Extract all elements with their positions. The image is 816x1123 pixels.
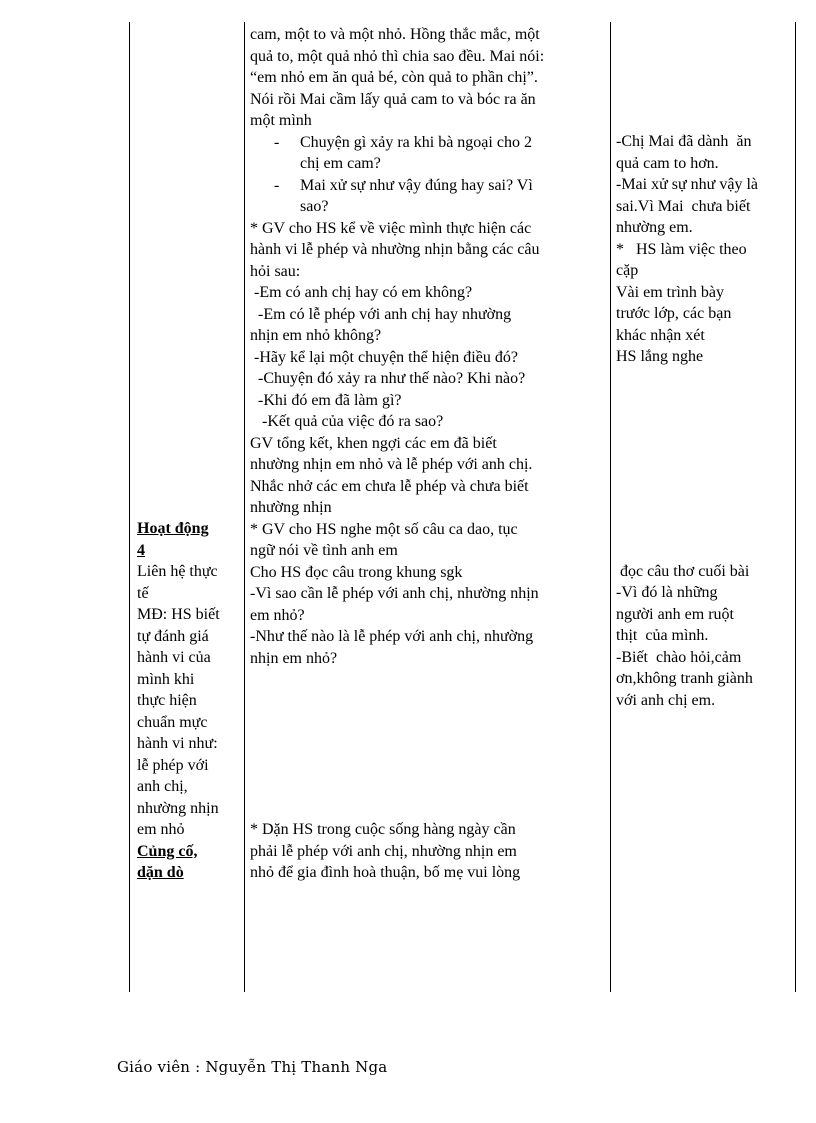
closing-line: nhỏ để gia đình hoà thuận, bố mẹ vui lòng bbox=[250, 864, 521, 881]
closing-heading-line: dặn dò bbox=[137, 864, 184, 881]
closing-line: * Dặn HS trong cuộc sống hàng ngày cần bbox=[250, 821, 516, 838]
activity-text-line: lễ phép với bbox=[137, 756, 209, 774]
activity-text-line: tự đánh giá bbox=[137, 627, 209, 645]
answer-line: khác nhận xét bbox=[616, 326, 705, 344]
activity-text-line: chuẩn mực bbox=[137, 713, 208, 731]
story-line: Nói rồi Mai cầm lấy quả cam to và bóc ra ăn bbox=[250, 90, 536, 108]
instruction-line: hỏi sau: bbox=[250, 262, 301, 280]
closing-line: phải lễ phép với anh chị, nhường nhịn em bbox=[250, 842, 517, 860]
instruction-line: nhường nhịn em nhỏ và lễ phép với anh chị. bbox=[250, 456, 533, 473]
instruction-line: -Chuyện đó xảy ra như thế nào? Khi nào? bbox=[250, 370, 526, 387]
ca-dao-line: nhịn em nhỏ? bbox=[250, 649, 338, 667]
activity-text-line: nhường nhịn bbox=[137, 799, 219, 817]
instruction-line: GV tổng kết, khen ngợi các em đã biết bbox=[250, 434, 497, 452]
question-line: Chuyện gì xảy ra khi bà ngoại cho 2 bbox=[300, 133, 532, 151]
question-line: Mai xử sự như vậy đúng hay sai? Vì bbox=[300, 176, 533, 194]
question-bullet: - Chuyện gì xảy ra khi bà ngoại cho 2 chị em cam? bbox=[250, 132, 604, 175]
answer-line: Vài em trình bày bbox=[616, 283, 724, 301]
answer-line: -Biết chào hỏi,cảm bbox=[616, 648, 742, 666]
ca-dao-line: -Như thế nào là lễ phép với anh chị, nhường bbox=[250, 628, 534, 645]
answer-line: -Vì đó là những bbox=[616, 584, 718, 601]
instruction-line: hành vi lễ phép và nhường nhịn bằng các câu bbox=[250, 241, 540, 258]
instruction-line: -Kết quả của việc đó ra sao? bbox=[250, 413, 444, 430]
ca-dao-line: em nhỏ? bbox=[250, 606, 305, 624]
question-bullet: - Mai xử sự như vậy đúng hay sai? Vì sao? bbox=[250, 175, 604, 218]
story-line: cam, một to và một nhỏ. Hồng thắc mắc, một bbox=[250, 26, 540, 43]
answer-line: quả cam to hơn. bbox=[616, 154, 719, 172]
table-border-col2 bbox=[610, 22, 611, 992]
question-line: sao? bbox=[300, 198, 329, 215]
answer-line: trước lớp, các bạn bbox=[616, 305, 732, 322]
instruction-line: Nhắc nhở các em chưa lễ phép và chưa biết bbox=[250, 477, 529, 495]
answer-line: sai.Vì Mai chưa biết bbox=[616, 197, 751, 215]
answer-line: đọc câu thơ cuối bài bbox=[616, 562, 750, 580]
instruction-line: -Khi đó em đã làm gì? bbox=[250, 391, 402, 409]
answer-line: -Chị Mai đã dành ăn bbox=[616, 133, 752, 150]
student-activity-column bbox=[616, 24, 788, 711]
instruction-line: -Hãy kể lại một chuyện thể hiện điều đó? bbox=[250, 348, 518, 366]
activity-text-line: em nhỏ bbox=[137, 821, 185, 838]
activity-text-line: tế bbox=[137, 584, 149, 602]
table-border-col1 bbox=[244, 22, 245, 992]
answer-line: ơn,không tranh giành bbox=[616, 670, 753, 687]
table-border-left bbox=[129, 22, 130, 992]
answer-line: cặp bbox=[616, 262, 639, 279]
answer-line: nhường em. bbox=[616, 219, 693, 236]
instruction-line: * GV cho HS kể về việc mình thực hiện các bbox=[250, 219, 532, 237]
instruction-line: nhường nhịn bbox=[250, 499, 332, 516]
closing-heading-line: Củng cố, bbox=[137, 842, 198, 860]
answer-line: người anh em ruột bbox=[616, 605, 734, 623]
activity-text-line: anh chị, bbox=[137, 778, 188, 795]
activity-text-line: mình khi bbox=[137, 670, 195, 688]
table-border-right bbox=[795, 22, 796, 992]
activity-text-line: MĐ: HS biết bbox=[137, 606, 220, 623]
question-line: chị em cam? bbox=[300, 155, 381, 172]
ca-dao-line: -Vì sao cần lễ phép với anh chị, nhường nhịn bbox=[250, 585, 539, 602]
instruction-line: -Em có lễ phép với anh chị hay nhường bbox=[250, 305, 512, 323]
activity-text-line: hành vi của bbox=[137, 649, 211, 666]
story-line: một mình bbox=[250, 112, 312, 129]
answer-line: * HS làm việc theo bbox=[616, 240, 747, 258]
instruction-line: -Em có anh chị hay có em không? bbox=[250, 284, 473, 301]
activity-text-line: Liên hệ thực bbox=[137, 563, 218, 580]
story-line: “em nhỏ em ăn quả bé, còn quả to phần chị”. bbox=[250, 69, 538, 86]
activity-text-line: thực hiện bbox=[137, 692, 197, 709]
teacher-activity-column bbox=[250, 24, 604, 884]
activity-column bbox=[137, 24, 239, 884]
ca-dao-line: * GV cho HS nghe một số câu ca dao, tục bbox=[250, 520, 518, 538]
ca-dao-line: Cho HS đọc câu trong khung sgk bbox=[250, 563, 463, 581]
activity-text-line: hành vi như: bbox=[137, 735, 218, 752]
activity-heading-line: 4 bbox=[137, 541, 145, 559]
instruction-line: nhịn em nhỏ không? bbox=[250, 327, 382, 344]
story-line: quả to, một quả nhỏ thì chia sao đều. Mai nói: bbox=[250, 47, 545, 65]
answer-line: thịt của mình. bbox=[616, 627, 709, 644]
answer-line: HS lắng nghe bbox=[616, 348, 704, 365]
teacher-name-footer: Giáo viên : Nguyễn Thị Thanh Nga bbox=[117, 1058, 388, 1076]
answer-line: -Mai xử sự như vậy là bbox=[616, 176, 758, 193]
ca-dao-line: ngữ nói về tình anh em bbox=[250, 542, 398, 559]
answer-line: với anh chị em. bbox=[616, 691, 716, 709]
activity-heading-line: Hoạt động bbox=[137, 520, 209, 537]
